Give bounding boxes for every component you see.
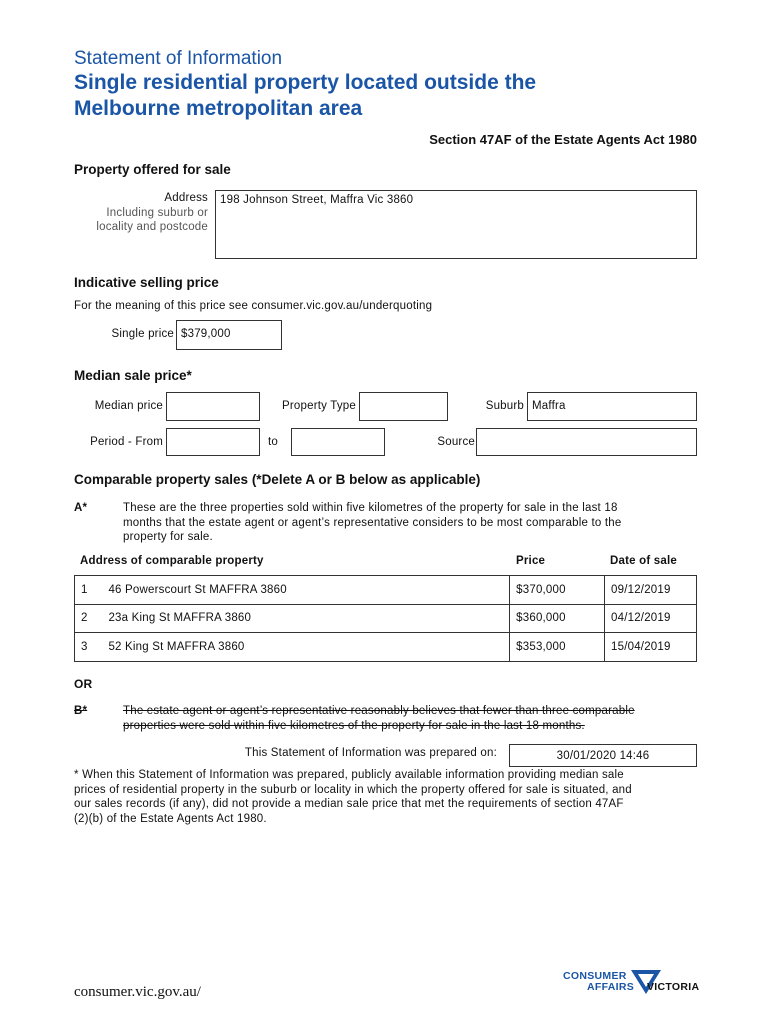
or-label: OR (74, 677, 93, 691)
footnote-line-3: our sales records (if any), did not provide a median sale price that met the requirements of section 47AF (74, 798, 624, 810)
median-price-label: Median price (94, 400, 163, 412)
row-address[interactable]: 52 King St MAFFRA 3860 (102, 633, 509, 662)
table-row (75, 633, 697, 662)
period-from-label: Period - From (90, 436, 163, 448)
option-a-text (123, 501, 703, 545)
footnote (74, 768, 704, 826)
row-number: 1 (75, 576, 103, 605)
document-title (74, 70, 536, 122)
property-type-label: Property Type (282, 400, 356, 412)
title-line-1: Single residential property located outside the (74, 71, 537, 94)
median-price-field[interactable] (166, 392, 260, 421)
row-price[interactable]: $353,000 (510, 633, 605, 662)
section-reference: Section 47AF of the Estate Agents Act 1980 (429, 132, 697, 147)
footnote-line-2: prices of residential property in the suburb or locality in which the property offered for sale is situated, and (74, 783, 632, 796)
document-subtitle: Statement of Information (74, 48, 283, 69)
comparable-sales-table (74, 575, 697, 662)
row-date[interactable]: 15/04/2019 (605, 633, 697, 662)
comparable-heading: Comparable property sales (*Delete A or B below as applicable) (74, 472, 481, 487)
source-field[interactable] (476, 428, 697, 456)
property-heading: Property offered for sale (74, 162, 231, 177)
underquoting-note: For the meaning of this price see consumer.vic.gov.au/underquoting (74, 300, 433, 312)
address-value: 198 Johnson Street, Maffra Vic 3860 (220, 194, 414, 206)
footnote-line-1: * When this Statement of Information was prepared, publicly available information providing median sale (74, 769, 624, 781)
option-a-marker: A* (74, 502, 88, 514)
option-b-line-2: properties were sold within five kilometres of the property for sale in the last 18 months. (123, 719, 585, 732)
footnote-line-4: (2)(b) of the Estate Agents Act 1980. (74, 812, 267, 825)
median-price-value (167, 393, 259, 404)
period-from-field[interactable] (166, 428, 260, 456)
suburb-value: Maffra (532, 400, 566, 412)
period-from-value (167, 429, 259, 440)
logo-text-victoria: VICTORIA (647, 981, 700, 993)
footer-url[interactable]: consumer.vic.gov.au/ (74, 984, 201, 1000)
address-label-group (96, 191, 208, 235)
single-price-label: Single price (111, 328, 174, 340)
suburb-label: Suburb (485, 400, 524, 412)
address-label: Address (164, 192, 208, 204)
indicative-heading: Indicative selling price (74, 275, 219, 290)
source-value (477, 429, 696, 440)
property-type-field[interactable] (359, 392, 448, 421)
row-date[interactable]: 09/12/2019 (605, 576, 697, 605)
property-type-value (360, 393, 447, 404)
single-price-value: $379,000 (181, 328, 231, 340)
option-a-line-1: These are the three properties sold within five kilometres of the property for sale in the last 18 (123, 502, 618, 514)
single-price-field[interactable] (176, 320, 282, 350)
address-hint-2: locality and postcode (96, 221, 208, 233)
to-label: to (268, 436, 278, 448)
table-row (75, 576, 697, 605)
consumer-affairs-victoria-logo (563, 968, 703, 1002)
table-row (75, 604, 697, 633)
source-label: Source (437, 436, 475, 448)
option-b-marker: B* (74, 705, 88, 717)
prepared-on-value: 30/01/2020 14:46 (556, 750, 650, 762)
row-number: 2 (75, 604, 103, 633)
address-field[interactable] (215, 190, 697, 259)
prepared-on-label: This Statement of Information was prepared on: (244, 747, 497, 759)
prepared-on-field[interactable] (509, 744, 697, 767)
option-a-line-2: months that the estate agent or agent’s representative considers to be most comparable to the (123, 516, 622, 529)
address-hint-1: Including suburb or (106, 206, 208, 219)
col-header-date: Date of sale (610, 555, 677, 567)
option-b-line-1: The estate agent or agent’s representative reasonably believes that fewer than three comparable (123, 705, 635, 717)
logo-text-consumer: CONSUMER (563, 970, 627, 982)
median-heading: Median sale price* (74, 368, 192, 383)
row-date[interactable]: 04/12/2019 (605, 604, 697, 633)
suburb-field[interactable] (527, 392, 697, 421)
option-a-line-3: property for sale. (123, 531, 213, 543)
row-price[interactable]: $370,000 (510, 576, 605, 605)
period-to-value (292, 429, 384, 440)
col-header-price: Price (516, 555, 546, 567)
row-price[interactable]: $360,000 (510, 604, 605, 633)
period-to-field[interactable] (291, 428, 385, 456)
row-address[interactable]: 23a King St MAFFRA 3860 (102, 604, 509, 633)
title-line-2: Melbourne metropolitan area (74, 97, 363, 120)
row-number: 3 (75, 633, 103, 662)
row-address[interactable]: 46 Powerscourt St MAFFRA 3860 (102, 576, 509, 605)
logo-text-affairs: AFFAIRS (587, 981, 635, 993)
option-b-text (123, 704, 703, 733)
col-header-address: Address of comparable property (80, 555, 264, 567)
